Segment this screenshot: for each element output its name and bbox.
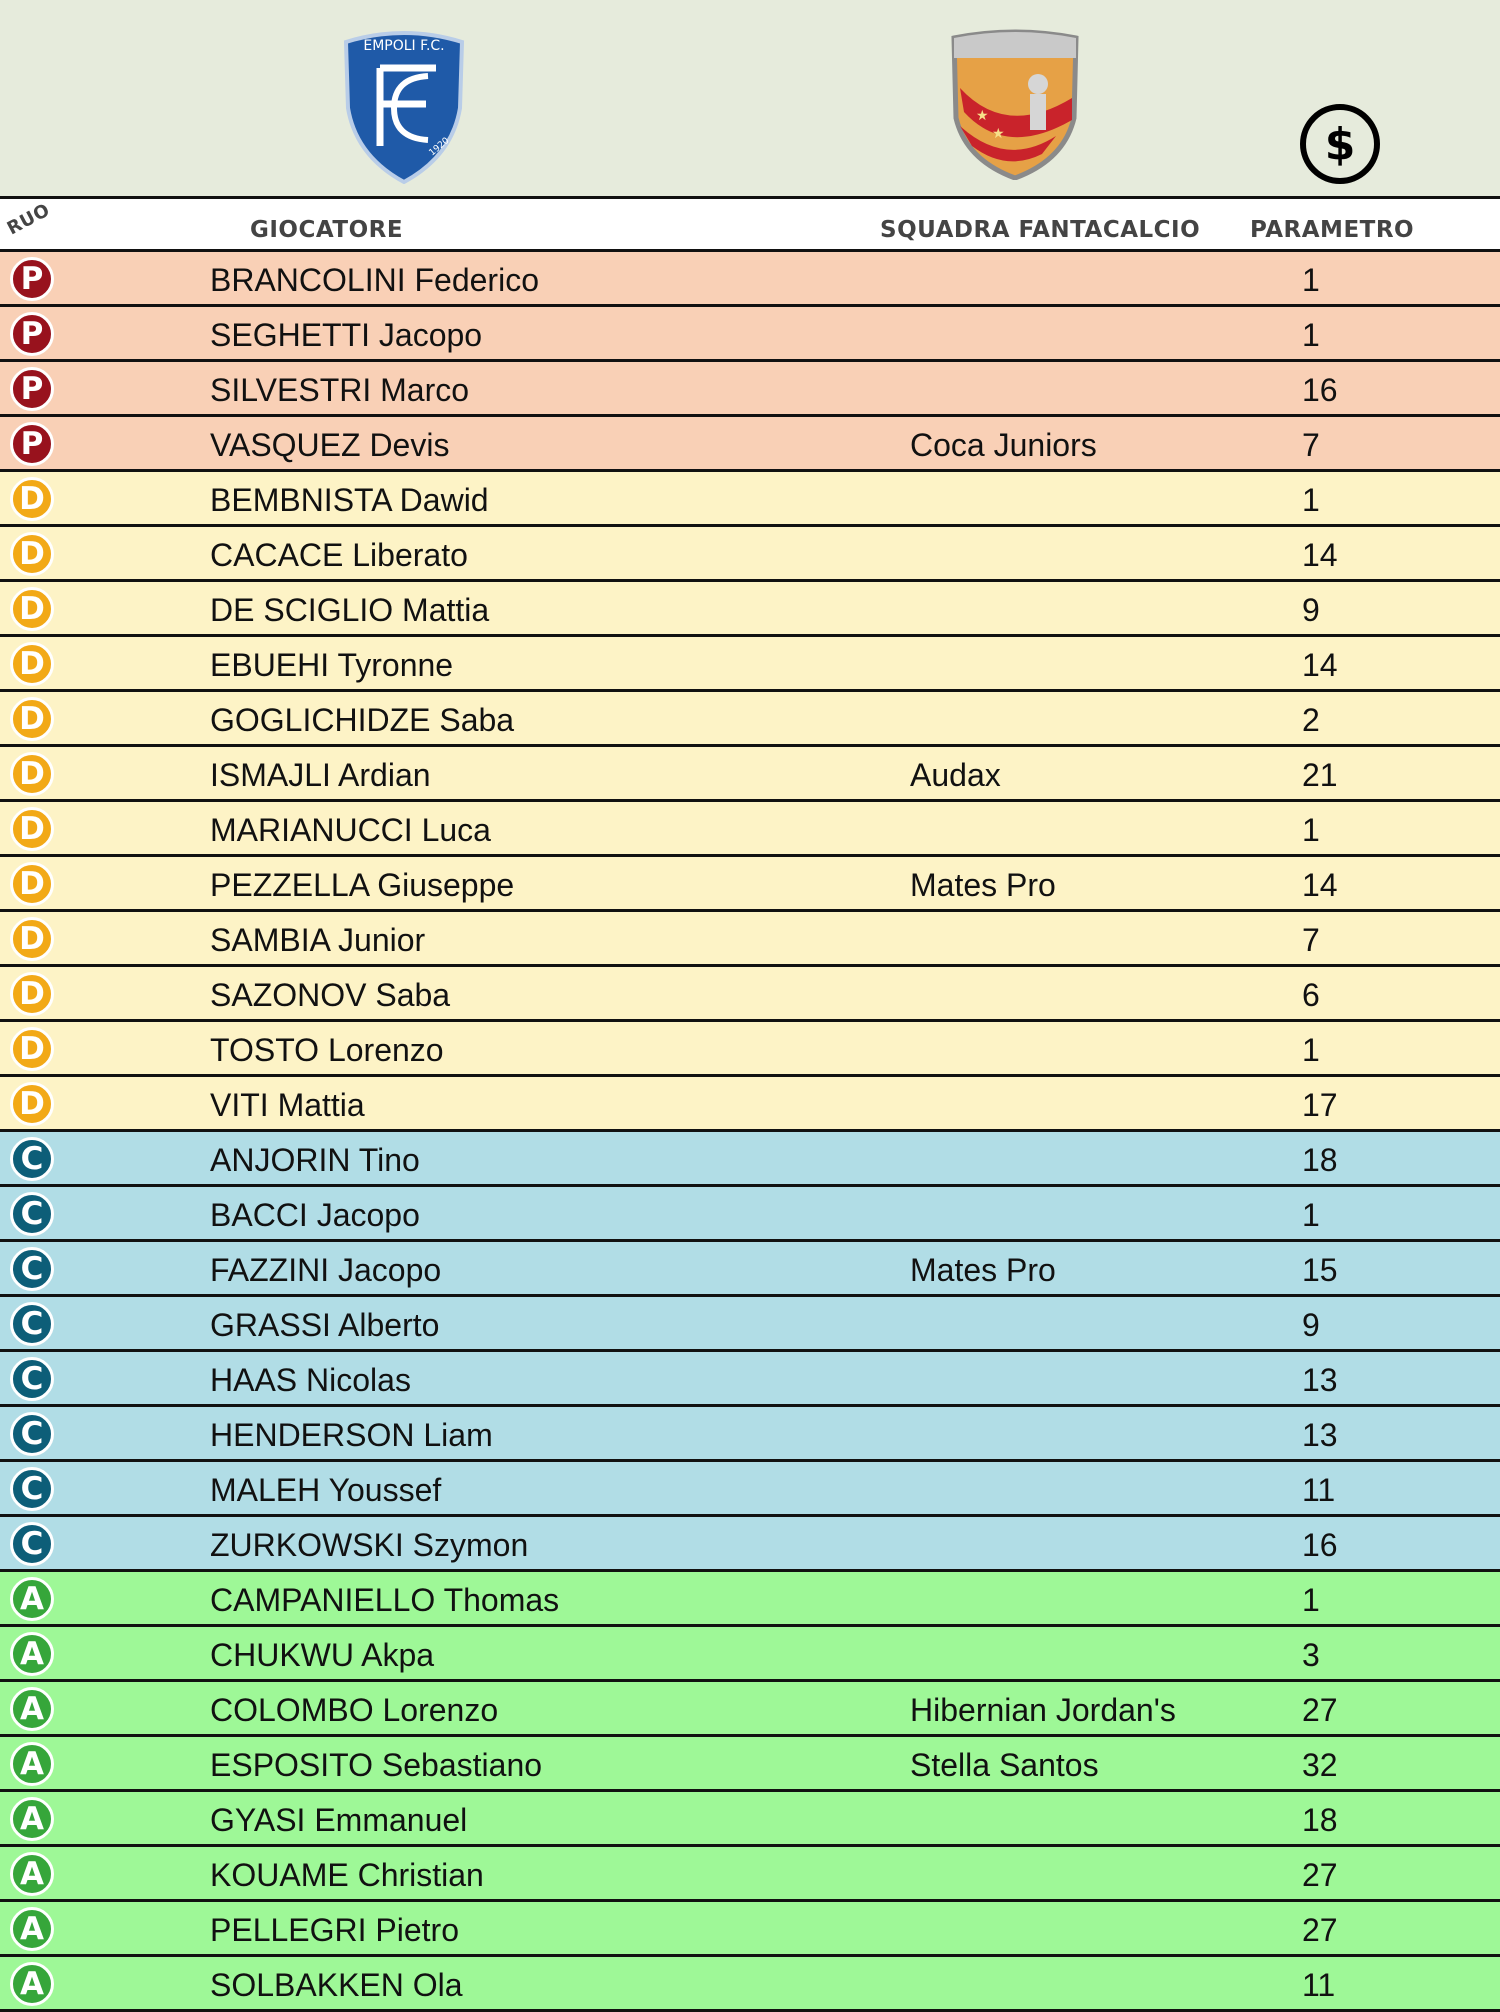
role-badge: C [10,1522,54,1566]
role-badge: P [10,257,54,301]
table-row [0,1352,1500,1407]
table-row [0,747,1500,802]
role-badge: P [10,367,54,411]
table-row [0,692,1500,747]
table-row [0,1847,1500,1902]
player-name: BACCI Jacopo [210,1197,420,1233]
role-badge: C [10,1302,54,1346]
player-parameter: 7 [1302,922,1320,958]
table-row [0,1132,1500,1187]
role-badge: A [10,1687,54,1731]
player-name: SOLBAKKEN Ola [210,1967,463,2003]
player-parameter: 13 [1302,1362,1338,1398]
player-name: BEMBNISTA Dawid [210,482,489,518]
role-badge: A [10,1852,54,1896]
table-row [0,802,1500,857]
table-row [0,1022,1500,1077]
fanta-team: Mates Pro [910,867,1056,903]
table-row [0,527,1500,582]
svg-text:EMPOLI F.C.: EMPOLI F.C. [363,38,445,54]
player-parameter: 14 [1302,867,1338,903]
fanta-team: Audax [910,757,1001,793]
svg-text:★: ★ [976,107,989,123]
fanta-team: Mates Pro [910,1252,1056,1288]
player-name: CACACE Liberato [210,537,468,573]
header-parametro: PARAMETRO [1250,217,1415,243]
role-badge: C [10,1137,54,1181]
fanta-team: Stella Santos [910,1747,1099,1783]
player-name: PEZZELLA Giuseppe [210,867,515,903]
header-ruolo: RUO [3,199,54,240]
table-row [0,1792,1500,1847]
player-name: GRASSI Alberto [210,1307,440,1343]
table-row [0,1737,1500,1792]
role-badge: D [10,1027,54,1071]
role-badge: D [10,862,54,906]
player-name: SAZONOV Saba [210,977,451,1013]
player-parameter: 17 [1302,1087,1338,1123]
player-parameter: 1 [1302,1032,1320,1068]
svg-text:★: ★ [992,125,1005,141]
player-name: KOUAME Christian [210,1857,484,1893]
player-name: ANJORIN Tino [210,1142,420,1178]
table-row [0,1572,1500,1627]
table-row [0,1627,1500,1682]
role-badge: A [10,1797,54,1841]
role-badge: A [10,1577,54,1621]
player-parameter: 2 [1302,702,1320,738]
player-parameter: 18 [1302,1142,1338,1178]
table-row [0,362,1500,417]
role-badge: D [10,807,54,851]
player-parameter: 16 [1302,1527,1338,1563]
role-badge: A [10,1632,54,1676]
role-badge: D [10,477,54,521]
player-name: BRANCOLINI Federico [210,262,539,298]
player-name: ESPOSITO Sebastiano [210,1747,543,1783]
player-parameter: 11 [1302,1472,1336,1508]
role-badge: D [10,1082,54,1126]
player-parameter: 6 [1302,977,1320,1013]
player-parameter: 13 [1302,1417,1338,1453]
role-badge: P [10,422,54,466]
table-row [0,1957,1500,2012]
player-name: VITI Mattia [210,1087,365,1123]
table-row [0,1187,1500,1242]
player-parameter: 27 [1302,1692,1338,1728]
player-parameter: 16 [1302,372,1338,408]
player-parameter: 1 [1302,812,1320,848]
player-name: CHUKWU Akpa [210,1637,435,1673]
role-badge: D [10,532,54,576]
player-parameter: 1 [1302,262,1320,298]
player-table [0,252,1500,2012]
table-row [0,1242,1500,1297]
player-parameter: 9 [1302,1307,1320,1343]
table-row [0,637,1500,692]
logo-band [0,0,1500,196]
player-parameter: 18 [1302,1802,1338,1838]
table-row [0,417,1500,472]
player-parameter: 11 [1302,1967,1336,2003]
table-row [0,252,1500,307]
player-parameter: 3 [1302,1637,1320,1673]
player-parameter: 1 [1302,1582,1320,1618]
empoli-crest-icon [340,28,468,184]
fanta-team-shield-icon [946,28,1084,180]
role-badge: D [10,642,54,686]
player-parameter: 21 [1302,757,1338,793]
header-giocatore: GIOCATORE [250,217,404,243]
table-row [0,1462,1500,1517]
player-name: ZURKOWSKI Szymon [210,1527,529,1563]
player-name: HENDERSON Liam [210,1417,493,1453]
table-row [0,1902,1500,1957]
table-row [0,582,1500,637]
player-name: TOSTO Lorenzo [210,1032,444,1068]
player-name: HAAS Nicolas [210,1362,411,1398]
svg-text:1920: 1920 [427,135,452,159]
role-badge: D [10,587,54,631]
role-badge: A [10,1742,54,1786]
player-parameter: 1 [1302,482,1320,518]
svg-text:$: $ [1324,119,1356,170]
role-badge: D [10,972,54,1016]
player-parameter: 1 [1302,317,1320,353]
table-row [0,307,1500,362]
role-badge: C [10,1192,54,1236]
header-squadra: SQUADRA FANTACALCIO [880,217,1201,243]
column-header-row [0,196,1500,252]
dollar-icon [1298,102,1382,186]
player-parameter: 27 [1302,1912,1338,1948]
role-badge: D [10,697,54,741]
role-badge: P [10,312,54,356]
player-name: DE SCIGLIO Mattia [210,592,490,628]
player-parameter: 15 [1302,1252,1338,1288]
role-badge: D [10,752,54,796]
player-parameter: 27 [1302,1857,1338,1893]
player-name: GOGLICHIDZE Saba [210,702,515,738]
role-badge: D [10,917,54,961]
player-name: FAZZINI Jacopo [210,1252,442,1288]
player-name: COLOMBO Lorenzo [210,1692,499,1728]
player-name: MALEH Youssef [210,1472,442,1508]
role-badge: C [10,1467,54,1511]
player-parameter: 14 [1302,537,1338,573]
role-badge: C [10,1247,54,1291]
player-parameter: 1 [1302,1197,1320,1233]
table-row [0,857,1500,912]
player-name: SEGHETTI Jacopo [210,317,483,353]
fanta-team: Coca Juniors [910,427,1097,463]
table-row [0,1682,1500,1737]
player-name: MARIANUCCI Luca [210,812,491,848]
role-badge: A [10,1907,54,1951]
player-parameter: 14 [1302,647,1338,683]
player-name: CAMPANIELLO Thomas [210,1582,560,1618]
player-name: PELLEGRI Pietro [210,1912,459,1948]
player-name: SILVESTRI Marco [210,372,470,408]
table-row [0,472,1500,527]
fanta-team: Hibernian Jordan's [910,1692,1176,1728]
table-row [0,1077,1500,1132]
table-row [0,1407,1500,1462]
player-parameter: 7 [1302,427,1320,463]
player-parameter: 9 [1302,592,1320,628]
role-badge: A [10,1962,54,2006]
player-parameter: 32 [1302,1747,1338,1783]
table-row [0,1517,1500,1572]
role-badge: C [10,1412,54,1456]
player-name: VASQUEZ Devis [210,427,450,463]
player-name: GYASI Emmanuel [210,1802,468,1838]
role-badge: C [10,1357,54,1401]
table-row [0,1297,1500,1352]
player-name: SAMBIA Junior [210,922,426,958]
table-row [0,912,1500,967]
player-name: EBUEHI Tyronne [210,647,454,683]
player-name: ISMAJLI Ardian [210,757,431,793]
table-row [0,967,1500,1022]
